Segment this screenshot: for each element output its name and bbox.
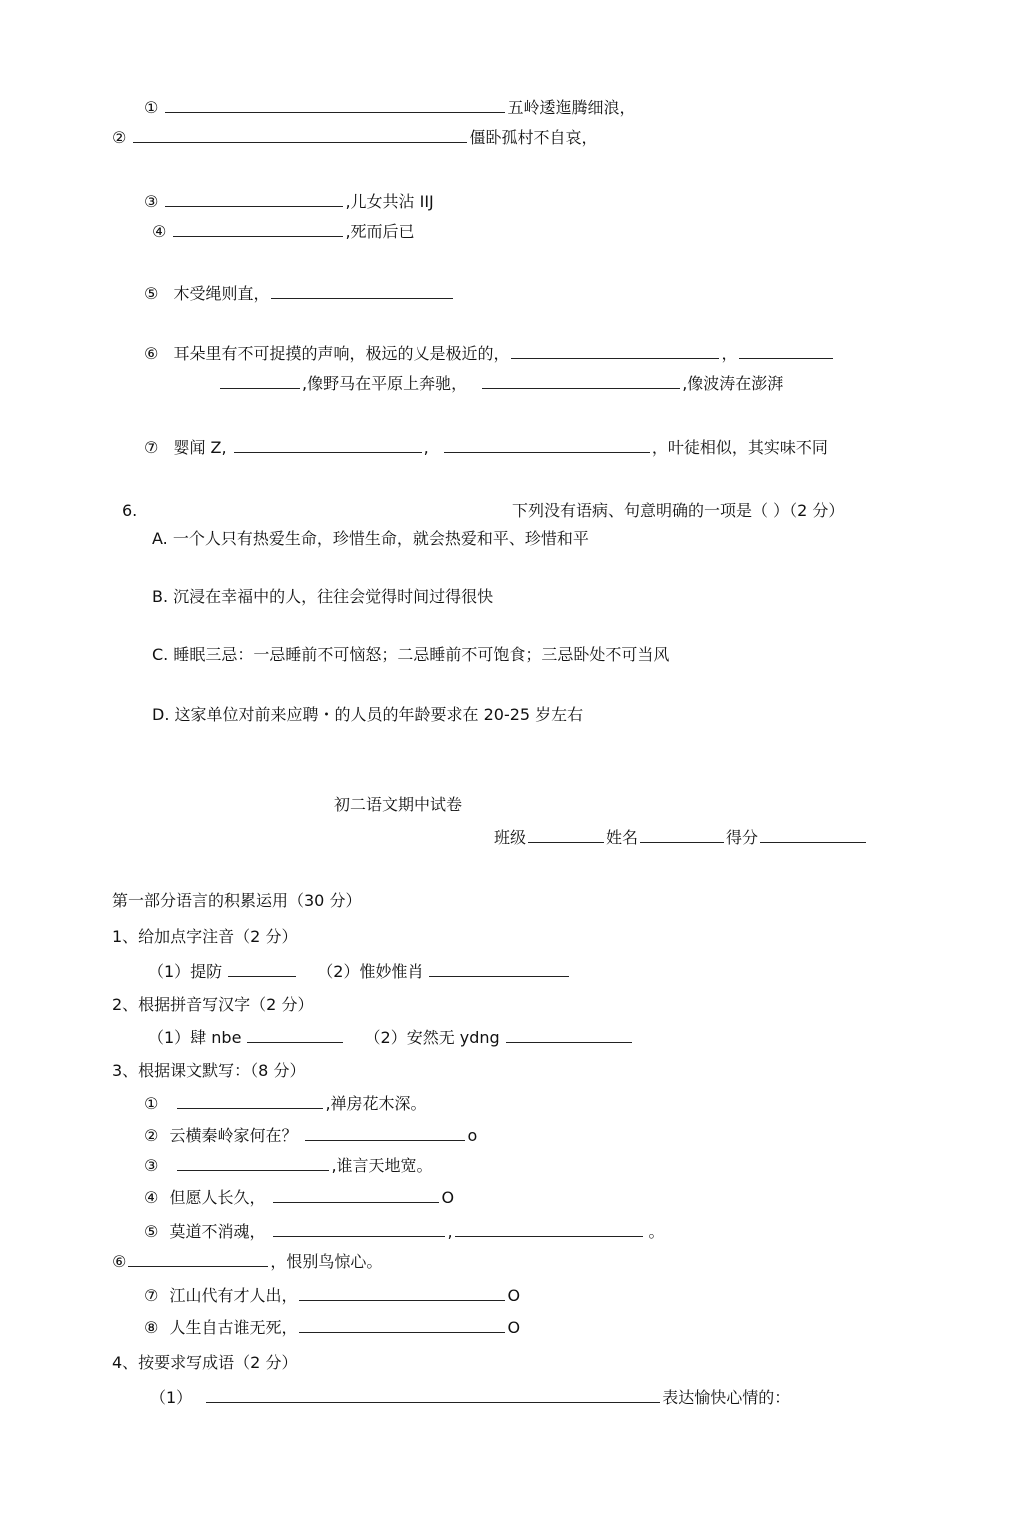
answer-blank[interactable] xyxy=(133,126,467,143)
q4-title: 4、按要求写成语（2 分） xyxy=(112,1353,298,1372)
score-label: 得分 xyxy=(726,828,759,847)
q6-option-d[interactable]: D. 这家单位对前来应聘・的人员的年龄要求在 20-25 岁左右 xyxy=(152,705,584,724)
student-info xyxy=(494,826,868,849)
part1-heading: 第一部分语言的积累运用（30 分） xyxy=(112,891,362,910)
class-field[interactable] xyxy=(528,826,604,843)
q1-title: 1、给加点字注音（2 分） xyxy=(112,927,298,946)
item-number: ⑤ xyxy=(144,1222,159,1241)
answer-blank[interactable] xyxy=(177,1092,323,1109)
answer-blank[interactable] xyxy=(128,1250,268,1267)
recite-line-2 xyxy=(112,126,597,149)
item-number: ⑤ xyxy=(144,284,159,303)
q6-option-c[interactable]: C. 睡眠三忌：一忌睡前不可恼怒；二忌睡前不可饱食；三忌卧处不可当风 xyxy=(152,645,670,664)
answer-blank[interactable] xyxy=(506,1026,632,1043)
answer-blank[interactable] xyxy=(220,372,300,389)
item-number: ④ xyxy=(144,1188,159,1207)
item-number: ③ xyxy=(144,192,159,211)
name-label: 姓名 xyxy=(606,828,639,847)
q6-stem: 下列没有语病、句意明确的一项是（ ）（2 分） xyxy=(512,501,845,520)
answer-blank[interactable] xyxy=(165,190,343,207)
q4-item-label: （1） xyxy=(150,1388,193,1407)
recite-line-6-cont xyxy=(218,372,783,395)
line-end: o xyxy=(467,1126,478,1145)
item-number: ① xyxy=(144,1094,159,1113)
line-text: 僵卧孤村不自哀， xyxy=(469,128,598,147)
q6-option-b[interactable]: B. 沉浸在幸福中的人，往往会觉得时间过得很快 xyxy=(152,587,494,606)
answer-blank[interactable] xyxy=(273,1220,445,1237)
recite-line-7 xyxy=(144,436,828,459)
line-text: 莫道不消魂， xyxy=(169,1222,266,1241)
answer-blank[interactable] xyxy=(299,1284,505,1301)
line-text: 婴闻 Z, xyxy=(173,438,227,457)
q4-item-1 xyxy=(150,1386,790,1409)
q2-items xyxy=(148,1026,634,1049)
answer-blank[interactable] xyxy=(234,436,422,453)
line-text: 人生自古谁无死， xyxy=(169,1318,298,1337)
answer-blank[interactable] xyxy=(228,960,296,977)
recite-line-1 xyxy=(144,96,635,119)
line-text: ，恨别鸟惊心。 xyxy=(270,1252,383,1271)
item-number: ⑥ xyxy=(144,344,159,363)
recite-line-3 xyxy=(144,190,434,213)
q1-item-1: （1）提防 xyxy=(148,962,223,981)
answer-blank[interactable] xyxy=(271,282,453,299)
item-number: ② xyxy=(144,1126,159,1145)
line-text: 江山代有才人出， xyxy=(169,1286,298,1305)
line-end: O xyxy=(507,1286,521,1305)
item-number: ⑧ xyxy=(144,1318,159,1337)
line-text: 耳朵里有不可捉摸的声响，极远的乂是极近的， xyxy=(173,344,510,363)
recite-line-5 xyxy=(144,282,455,305)
q3-line-8 xyxy=(144,1316,520,1339)
answer-blank[interactable] xyxy=(482,372,680,389)
answer-blank[interactable] xyxy=(247,1026,343,1043)
answer-blank[interactable] xyxy=(206,1386,660,1403)
answer-blank[interactable] xyxy=(511,342,719,359)
line-text: ,死而后已 xyxy=(345,222,415,241)
line-text: ,像波涛在澎湃 xyxy=(682,374,784,393)
q2-item-2: （2）安然无 ydng xyxy=(364,1028,500,1047)
item-number: ⑥ xyxy=(112,1252,127,1271)
item-number: ⑦ xyxy=(144,438,159,457)
answer-blank[interactable] xyxy=(165,96,505,113)
line-text: 表达愉快心情的： xyxy=(662,1388,791,1407)
q3-line-2 xyxy=(144,1124,477,1147)
line-text: ,禅房花木深。 xyxy=(325,1094,427,1113)
separator: ， xyxy=(721,344,738,363)
item-number: ③ xyxy=(144,1156,159,1175)
line-text: 但愿人长久， xyxy=(169,1188,266,1207)
recite-line-4 xyxy=(152,220,415,243)
answer-blank[interactable] xyxy=(739,342,833,359)
line-text: 云横秦岭家何在？ xyxy=(169,1126,298,1145)
line-text: ,像野马在平原上奔驰， xyxy=(302,374,468,393)
class-label: 班级 xyxy=(494,828,527,847)
q3-line-5 xyxy=(144,1220,665,1243)
line-end: 。 xyxy=(648,1222,665,1241)
q1-items xyxy=(148,960,571,983)
separator: , xyxy=(447,1222,453,1241)
answer-blank[interactable] xyxy=(273,1186,439,1203)
q2-title: 2、根据拼音写汉字（2 分） xyxy=(112,995,314,1014)
q2-item-1: （1）肆 nbe xyxy=(148,1028,242,1047)
line-text: ,儿女共沾 IIJ xyxy=(345,192,434,211)
line-text: 木受绳则直， xyxy=(173,284,270,303)
line-text: 五岭逶迤腾细浪， xyxy=(507,98,636,117)
line-end: O xyxy=(441,1188,455,1207)
line-text: ，叶徒相似，其实味不同 xyxy=(651,438,828,457)
item-number: ① xyxy=(144,98,159,117)
answer-blank[interactable] xyxy=(429,960,569,977)
score-field[interactable] xyxy=(760,826,866,843)
q3-line-3 xyxy=(144,1154,433,1177)
q3-line-7 xyxy=(144,1284,520,1307)
answer-blank[interactable] xyxy=(305,1124,465,1141)
q6-option-a[interactable]: A. 一个人只有热爱生命，珍惜生命，就会热爱和平、珍惜和平 xyxy=(152,529,589,548)
q6-number: 6. xyxy=(122,501,138,520)
separator: , xyxy=(423,438,429,457)
q3-line-1 xyxy=(144,1092,427,1115)
q3-title: 3、根据课文默写：（8 分） xyxy=(112,1061,306,1080)
line-end: O xyxy=(507,1318,521,1337)
name-field[interactable] xyxy=(640,826,724,843)
answer-blank[interactable] xyxy=(299,1316,505,1333)
recite-line-6 xyxy=(144,342,835,365)
answer-blank[interactable] xyxy=(444,436,650,453)
q3-line-4 xyxy=(144,1186,454,1209)
item-number: ⑦ xyxy=(144,1286,159,1305)
answer-blank[interactable] xyxy=(177,1154,329,1171)
q3-line-6 xyxy=(112,1250,382,1273)
answer-blank[interactable] xyxy=(173,220,343,237)
exam-title: 初二语文期中试卷 xyxy=(334,795,463,814)
q1-item-2: （2）惟妙惟肖 xyxy=(317,962,424,981)
line-text: ,谁言天地宽。 xyxy=(331,1156,433,1175)
item-number: ② xyxy=(112,128,127,147)
item-number: ④ xyxy=(152,222,167,241)
answer-blank[interactable] xyxy=(455,1220,643,1237)
